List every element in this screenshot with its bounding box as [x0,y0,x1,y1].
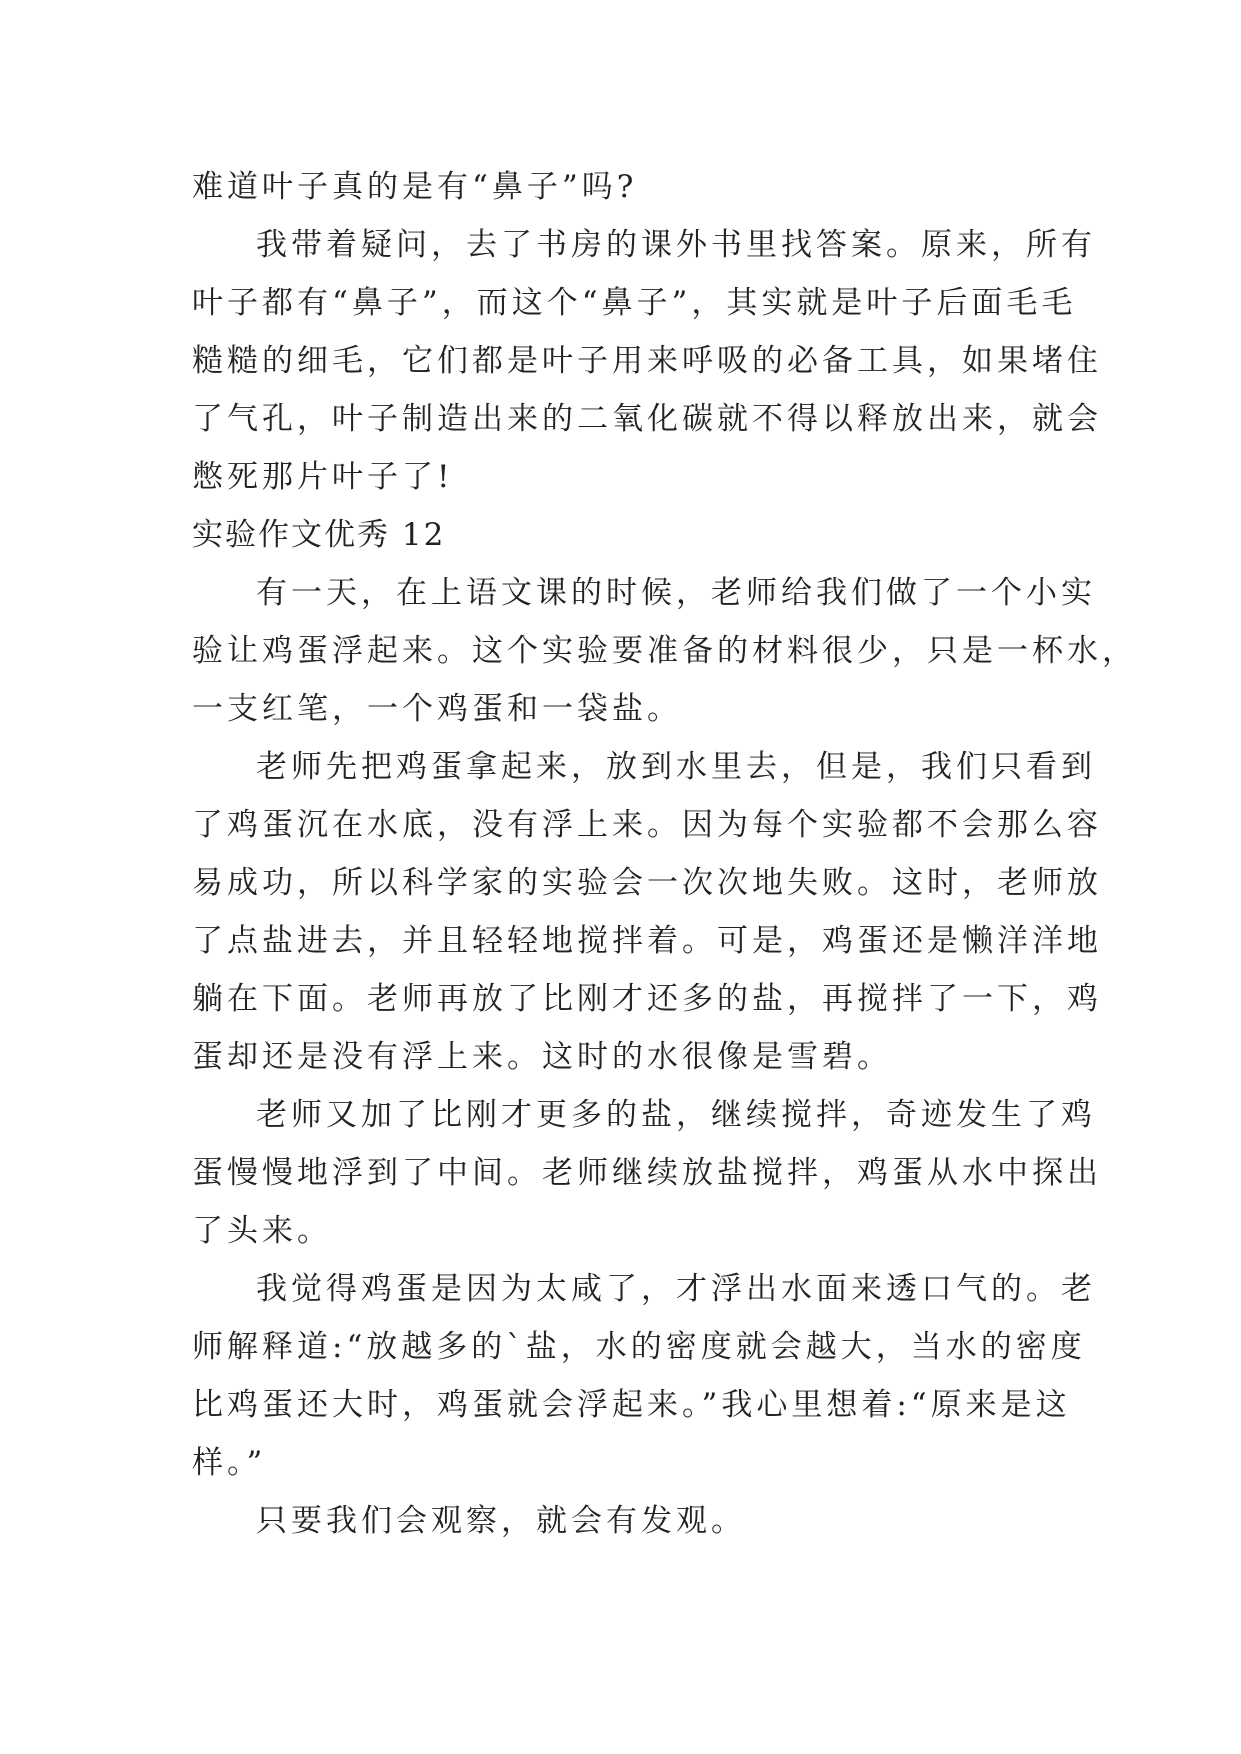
text-line: 样。” [192,1445,267,1481]
text-line: 糙糙的细毛，它们都是叶子用来呼吸的必备工具，如果堵住 [192,343,1102,379]
text-line: 叶子都有“鼻子”，而这个“鼻子”，其实就是叶子后面毛毛 [192,285,1077,321]
text-line: 一支红笔，一个鸡蛋和一袋盐。 [192,691,682,727]
text-line: 难道叶子真的是有“鼻子”吗? [192,169,638,205]
text-line: 师解释道:“放越多的`盐，水的密度就会越大，当水的密度 [192,1329,1086,1365]
paragraph-first-line: 老师先把鸡蛋拿起来，放到水里去，但是，我们只看到 [256,749,1096,785]
text-line: 了鸡蛋沉在水底，没有浮上来。因为每个实验都不会那么容 [192,807,1102,843]
document-body [192,158,1137,1550]
paragraph-first-line: 老师又加了比刚才更多的盐，继续搅拌，奇迹发生了鸡 [256,1097,1096,1133]
text-line: 了点盐进去，并且轻轻地搅拌着。可是，鸡蛋还是懒洋洋地 [192,923,1102,959]
paragraph-first-line: 我带着疑问，去了书房的课外书里找答案。原来，所有 [256,227,1096,263]
text-line: 验让鸡蛋浮起来。这个实验要准备的材料很少，只是一杯水， [192,633,1137,669]
text-line: 了气孔，叶子制造出来的二氧化碳就不得以释放出来，就会 [192,401,1102,437]
text-line: 比鸡蛋还大时，鸡蛋就会浮起来。”我心里想着:“原来是这 [192,1387,1071,1423]
text-line: 憋死那片叶子了! [192,459,454,495]
text-line: 易成功，所以科学家的实验会一次次地失败。这时，老师放 [192,865,1102,901]
section-title: 实验作文优秀 12 [192,517,446,553]
paragraph-first-line: 只要我们会观察，就会有发观。 [256,1503,746,1539]
paragraph-first-line: 我觉得鸡蛋是因为太咸了，才浮出水面来透口气的。老 [256,1271,1096,1307]
text-line: 了头来。 [192,1213,332,1249]
text-line: 蛋慢慢地浮到了中间。老师继续放盐搅拌，鸡蛋从水中探出 [192,1155,1102,1191]
text-line: 蛋却还是没有浮上来。这时的水很像是雪碧。 [192,1039,892,1075]
text-line: 躺在下面。老师再放了比刚才还多的盐，再搅拌了一下，鸡 [192,981,1102,1017]
paragraph-first-line: 有一天，在上语文课的时候，老师给我们做了一个小实 [256,575,1096,611]
